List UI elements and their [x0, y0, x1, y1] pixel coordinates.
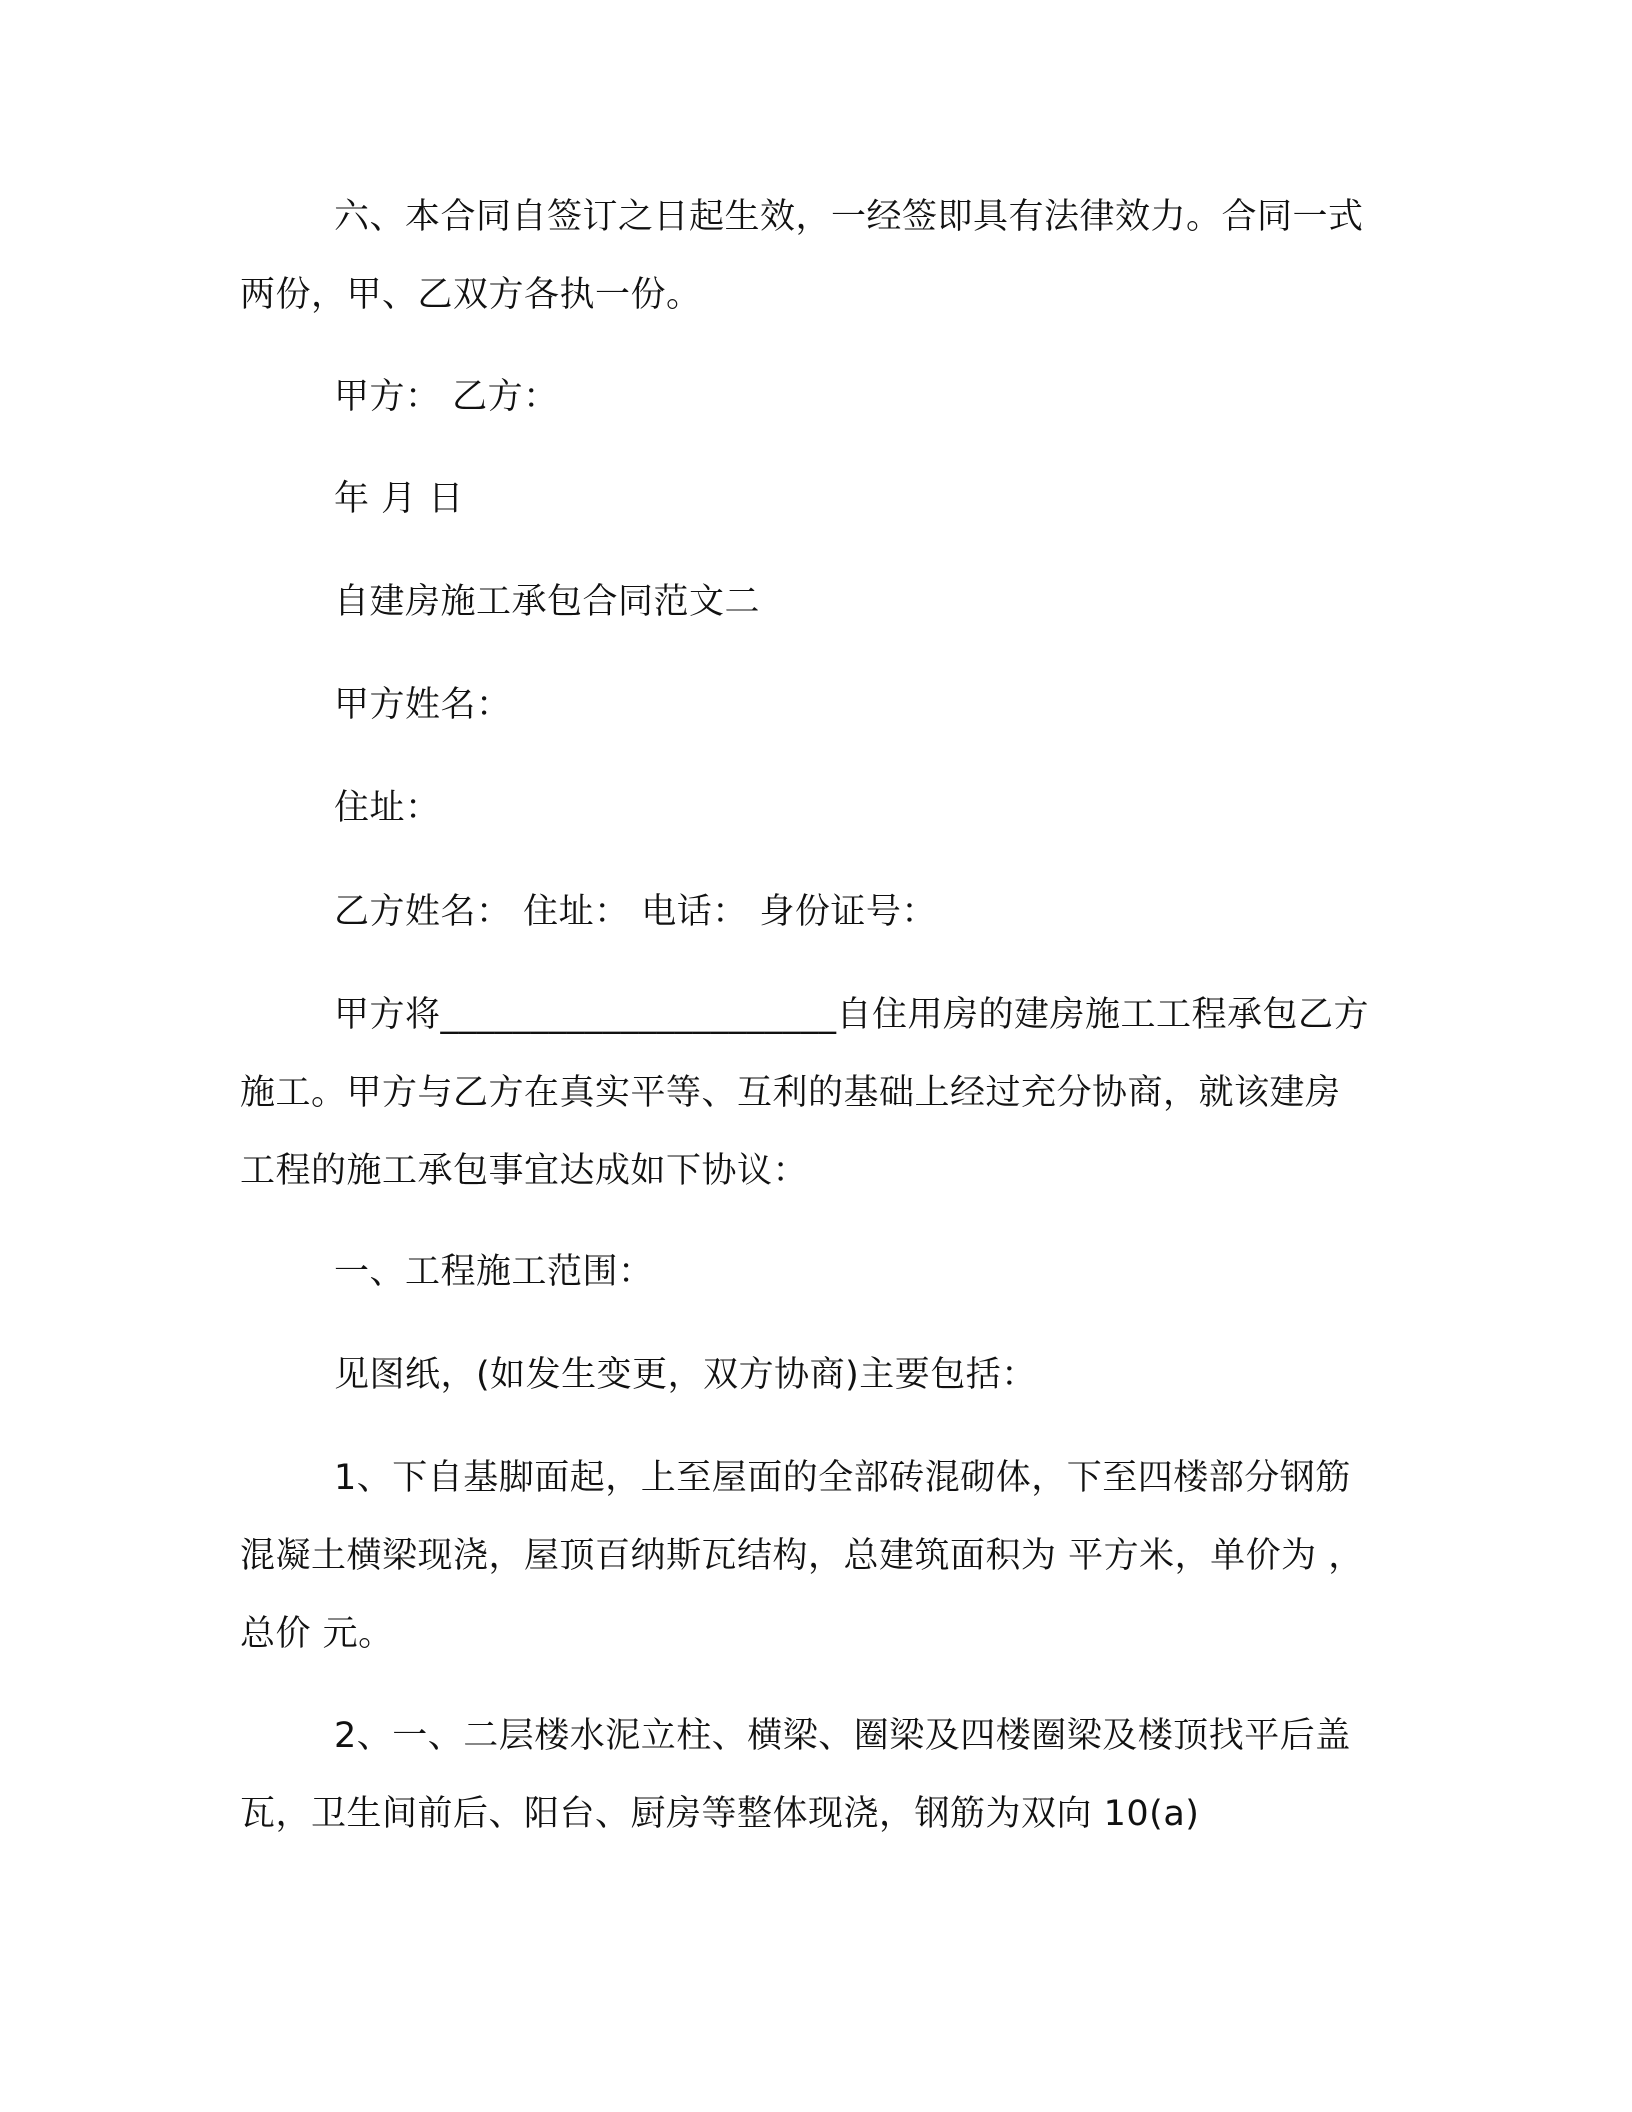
- paragraph-agreement-intro: 甲方将______________________自住用房的建房施工工程承包乙方施工。甲方与乙方在真实平等、互利的基础上经过充分协商，就该建房工程的施工承包事宜达成如下协议：: [240, 995, 1370, 1191]
- paragraph-clause-six: 六、本合同自签订之日起生效，一经签即具有法律效力。合同一式两份，甲、乙双方各执一份。: [240, 197, 1364, 315]
- clause-one-heading: 一、工程施工范围：: [334, 1252, 654, 1292]
- party-b-info-line: 乙方姓名： 住址： 电话： 身份证号：: [334, 892, 937, 932]
- paragraph-item-two: 2、一、二层楼水泥立柱、横梁、圈梁及四楼圈梁及楼顶找平后盖瓦，卫生间前后、阳台、厨房等整体现浇，钢筋为双向 10(a): [240, 1716, 1351, 1834]
- date-line: 年 月 日: [334, 479, 464, 519]
- paragraph-item-one: 1、下自基脚面起，上至屋面的全部砖混砌体，下至四楼部分钢筋混凝土横梁现浇，屋顶百纳斯瓦结构，总建筑面积为 平方米，单价为 ，总价 元。: [240, 1458, 1364, 1654]
- clause-one-note: 见图纸，(如发生变更，双方协商)主要包括：: [334, 1355, 1037, 1395]
- party-a-address-line: 住址：: [334, 788, 441, 828]
- signature-parties-line: 甲方： 乙方：: [334, 377, 559, 417]
- section-title: 自建房施工承包合同范文二: [334, 582, 761, 622]
- party-a-name-line: 甲方姓名：: [334, 685, 512, 725]
